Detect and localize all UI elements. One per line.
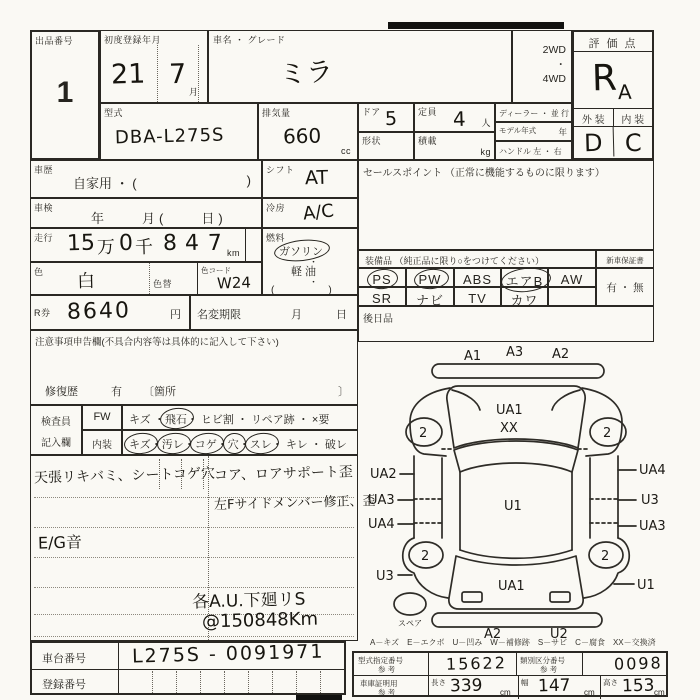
history-value: 自家用 ・ ( [73,176,137,191]
diagram-left-ua2: UA2 [370,467,397,482]
rename-month: 月 [291,309,302,321]
diagram-hatch-code: UA1 [498,579,525,594]
garage-ref: 参 考 [378,688,396,697]
windshield-shape [454,441,578,472]
diagram-left-ua3: UA3 [368,493,395,508]
load-box [414,132,495,160]
reg-dot-5 [272,671,273,693]
rticket-value: 8640 [66,298,132,325]
mileage-part-1: 万 [96,236,116,259]
type-cert-ref: 参 考 [378,665,396,674]
equip-cell-empty [548,287,596,306]
mileage-end-divider [245,229,246,261]
reg-dot-7 [320,671,321,693]
equip-cell-airbag [501,268,548,287]
chassis-reg-divider [32,669,344,670]
diagram-front-a2: A2 [552,347,570,362]
reg-dot-2 [200,671,201,693]
height-value: 153 [621,675,655,697]
naiso-seg-5: ・ [216,439,228,451]
fuel-label: 燃料 [266,233,286,243]
interior-value: C [624,128,642,158]
diagram-right-u1: U1 [637,578,655,593]
diagram-right-u3: U3 [641,493,659,508]
equip-cell-sr [358,287,406,306]
equipment-title-box [358,250,596,268]
shaken-label: 車検 [34,203,54,213]
chassis-label-divider [118,643,119,693]
wheel-rear-left-code: 2 [421,549,430,564]
length-value: 339 [449,675,483,697]
rticket-unit: 円 [170,309,181,321]
ref-row-divider [354,675,666,676]
score-label: 評 価 点 [574,32,652,52]
diagram-rear-u2: U2 [550,627,568,640]
warranty-value: 有 ・ 無 [606,282,644,294]
first-registration-box [100,30,208,103]
fw-seg-0: キズ ・ [129,414,165,426]
mileage-part-6: 7 [207,230,223,257]
lot-number-box [30,30,100,160]
mileage-part-3: 千 [134,236,154,259]
diagram-left-ua4: UA4 [368,517,395,532]
ref-col-4 [518,675,519,699]
mileage-part-2: 0 [118,230,134,257]
fw-label-box [82,405,122,430]
fuel-dot2: ・ [309,277,319,287]
doors-label: ドア [362,107,381,117]
afterparts-box [358,306,654,342]
color-label: 色 [34,267,44,277]
scan-artifact-top [388,22,564,29]
inspector-label-box [30,405,82,455]
note-side-member: 左Fサイドメンバー修正、歪 [213,493,376,514]
reg-dot-3 [224,671,225,693]
notes-line-3 [34,557,354,558]
height-unit: cm [654,688,665,697]
exterior-value: D [574,126,614,157]
diagram-rear-a2: A2 [484,627,502,640]
length-label: 長さ [431,678,446,687]
naiso-seg-4: コゲ [195,436,217,452]
reg-dot-6 [296,671,297,693]
fuel-diesel: 軽 油 [291,266,317,278]
notes-line-6 [34,636,354,637]
equip-cell-tv [454,287,501,306]
mileage-label: 走行 [34,233,54,243]
month-suffix: 月 [189,87,199,97]
reference-table [352,651,668,697]
side-panel-left [414,456,442,538]
type-cert-label: 型式指定番号 [358,656,403,665]
handle-box [495,141,572,160]
drive-2wd: 2WD [542,44,566,56]
fuel-paren: ( ) [271,285,338,296]
displacement-box [258,103,358,160]
wheel-front-right-code: 2 [603,426,612,441]
sales-point-title: セールスポイント （正常に機能するものに限ります） [363,168,605,179]
afterparts-label: 後日品 [363,314,393,325]
equip-sr: SR [371,291,393,306]
naiso-seg-0: キズ [129,436,151,452]
diagram-hood-xx: XX [500,421,518,436]
equip-airbag: エアB [506,271,544,290]
rename-box [190,295,358,330]
equip-leather: カワ [510,293,539,308]
load-label: 積載 [418,136,438,146]
rear-window-shape [460,550,572,558]
height-label: 高さ [603,678,618,687]
displacement-unit: cc [341,146,351,156]
diagram-right-ua4: UA4 [639,463,666,478]
reg-dot-1 [176,671,177,693]
rear-bumper-shape [432,613,602,627]
naiso-seg-6: 穴 [228,436,239,452]
dealer-label: ディーラー ・ 並 行 [499,109,570,118]
note-core-support: コア、ロアサポート歪 [213,464,354,484]
diagram-left-u3: U3 [376,569,394,584]
naiso-seg-9: ・ キレ ・ 破レ [271,439,347,451]
model-year-unit: 年 [558,127,567,137]
sales-point-box [358,160,654,250]
fw-seg-1: 飛石 [165,411,187,427]
repair-close: 〕 [338,386,349,398]
garage-label: 車庫証明用 [360,679,398,688]
shape-box [358,132,414,160]
capacity-unit: 人 [481,118,491,128]
taillight-left [462,592,482,602]
repair-value: 有 [111,386,122,398]
color-change-label: 色替 [153,279,173,289]
naiso-label: 内装 [92,440,112,451]
capacity-label: 定員 [418,107,438,117]
chassis-reg-box [30,641,346,695]
width-label: 幅 [521,678,529,687]
damage-legend: A－キズ E－エクボ U－凹み W－補修跡 S－サビ C－腐食 XX－交換済 [370,638,656,647]
hood-corner-right [552,390,580,410]
mileage-part-0: 15 [66,230,96,257]
interior-label: 内 装 [621,115,645,126]
cooling-box [262,198,358,228]
score-value-sub: A [617,79,632,105]
width-value: 147 [537,675,571,697]
inspector-line1: 検査員 [41,417,71,428]
score-box [572,30,654,160]
registration-label: 登録番号 [42,679,86,691]
capacity-value: 4 [452,106,467,132]
naiso-seg-2: 汚レ [162,436,184,452]
history-close: ) [246,173,251,188]
color-box [30,262,262,295]
ref-col-3 [582,653,583,675]
width-unit: cm [584,688,595,697]
history-label: 車歴 [34,165,54,175]
side-panel-right [590,456,618,538]
fuel-dot1: ・ [309,257,319,267]
first-registration-month: 7 [168,58,187,91]
hood-corner-left [452,390,480,410]
fuel-gasoline: ガソリン [279,243,323,259]
drive-type-box [512,30,572,103]
cooling-label: 冷房 [266,203,286,213]
mileage-part-5: 4 [184,230,200,257]
color-value: 白 [76,270,96,293]
equipment-title: 装備品 （純正品に限り○をつけてください） [365,256,544,266]
diagram-right-ua3: UA3 [639,519,666,534]
note-underbody: 各A.U.下廻リS [191,589,306,613]
model-code-label: 型式 [104,108,124,118]
first-registration-label: 初度登録年月 [104,35,162,45]
capacity-box [414,103,495,132]
naiso-seg-8: スレ [250,436,272,452]
load-unit: kg [480,147,491,157]
color-divider-2 [197,263,198,294]
color-code-value: W24 [216,273,252,293]
equip-aw: AW [560,272,584,287]
front-bumper-shape [432,364,604,378]
score-value-main: R [591,57,618,100]
lot-number-value: 1 [56,76,74,109]
equip-tv: TV [468,291,487,306]
equip-cell-ps [358,268,406,287]
car-name-box [208,30,512,103]
taillight-right [550,592,570,602]
diagram-front-a3: A3 [506,345,524,360]
spare-tire-shape [394,593,426,615]
diagram-front-a1: A1 [464,349,482,364]
equip-cell-abs [454,268,501,287]
exterior-label: 外 装 [574,109,614,126]
chassis-value: L275S - 0091971 [131,640,325,668]
rticket-label: R券 [34,308,51,318]
shaken-box [30,198,262,228]
spare-label: スペア [398,619,422,628]
cooling-value: A/C [301,200,335,225]
rename-day: 日 [336,309,347,321]
drive-dot: ・ [555,58,566,71]
shape-label: 形状 [362,136,382,146]
shift-value: AT [304,166,329,190]
class-no-value: 0098 [613,653,663,674]
car-name-value: ミラ [278,56,335,91]
chassis-label: 車台番号 [42,653,86,665]
reg-dot-4 [248,671,249,693]
model-code-box [100,103,258,160]
diagram-hood-code: UA1 [496,403,523,418]
rticket-box [30,295,190,330]
mileage-unit: km [227,248,240,258]
equip-cell-leather [501,287,548,306]
warranty-title-box [596,250,654,268]
repair-open: 〔箇所 [143,386,176,398]
equip-ps: PS [372,272,392,287]
equip-cell-navi [406,287,454,306]
car-diagram [352,342,682,640]
ref-col-1 [428,653,429,695]
notice-title: 注意事項申告欄(不具合内容等は具体的に記入して下さい) [35,337,279,348]
naiso-seg-7: ・ [238,439,250,451]
equip-cell-aw [548,268,596,287]
fuel-box [262,228,358,295]
ref-col-5 [600,675,601,699]
displacement-value: 660 [282,123,322,149]
naiso-seg-1: ・ [150,439,162,451]
car-name-label: 車名 ・ グレード [213,35,286,45]
naiso-items [122,430,358,455]
history-box [30,160,262,198]
handle-label: ハンドル 左 ・ 右 [499,147,562,156]
mileage-box [30,228,262,262]
class-no-label: 類別区分番号 [520,656,565,665]
reg-dot-0 [152,671,153,693]
equip-pw: PW [418,272,442,287]
class-no-ref: 参 考 [540,665,558,674]
first-registration-year: 21 [110,58,146,91]
notice-box [30,330,358,405]
displacement-label: 排気量 [262,108,291,118]
equip-cell-pw [406,268,454,287]
notes-line-2 [34,527,354,528]
note-odometer: @150848Km [201,608,319,633]
dealer-box [495,103,572,122]
fw-seg-2: ・ ヒビ割 ・ リペア跡 ・ ×要 [186,414,330,426]
type-cert-value: 15622 [445,653,508,674]
shift-box [262,160,358,198]
ref-col-2 [516,653,517,675]
lot-number-label: 出品番号 [35,36,74,46]
naiso-label-box [82,430,122,455]
naiso-seg-3: ・ [183,439,195,451]
inspector-line2: 記入欄 [41,438,71,449]
drive-4wd: 4WD [542,73,566,86]
equip-navi: ナビ [415,293,444,308]
warranty-value-box [596,268,654,306]
equip-abs: ABS [462,272,492,287]
mileage-part-4: 8 [162,230,178,257]
length-unit: cm [500,688,511,697]
shift-label: シフト [266,165,295,175]
fw-label: FW [93,411,111,423]
color-divider-1 [149,263,150,294]
fw-items [122,405,358,430]
rename-label: 名変期限 [197,309,241,321]
note-ceiling: 天張リキバミ、シートコゲ穴 [33,465,216,487]
shaken-value: 年 月( 日) [91,211,227,226]
wheel-rear-right-code: 2 [601,549,610,564]
wheel-front-left-code: 2 [419,426,428,441]
doors-box [358,103,414,132]
doors-value: 5 [384,107,398,131]
model-year-box [495,122,572,141]
note-engine-noise: E/G音 [37,532,83,553]
diagram-roof-code: U1 [504,499,522,514]
repair-label: 修復歴 [45,386,78,398]
model-code-value: DBA-L275S [114,124,225,149]
color-code-label: 色コード [201,266,231,275]
model-year-label: モデル年式 [499,126,537,135]
warranty-label: 新車保証書 [606,256,644,265]
